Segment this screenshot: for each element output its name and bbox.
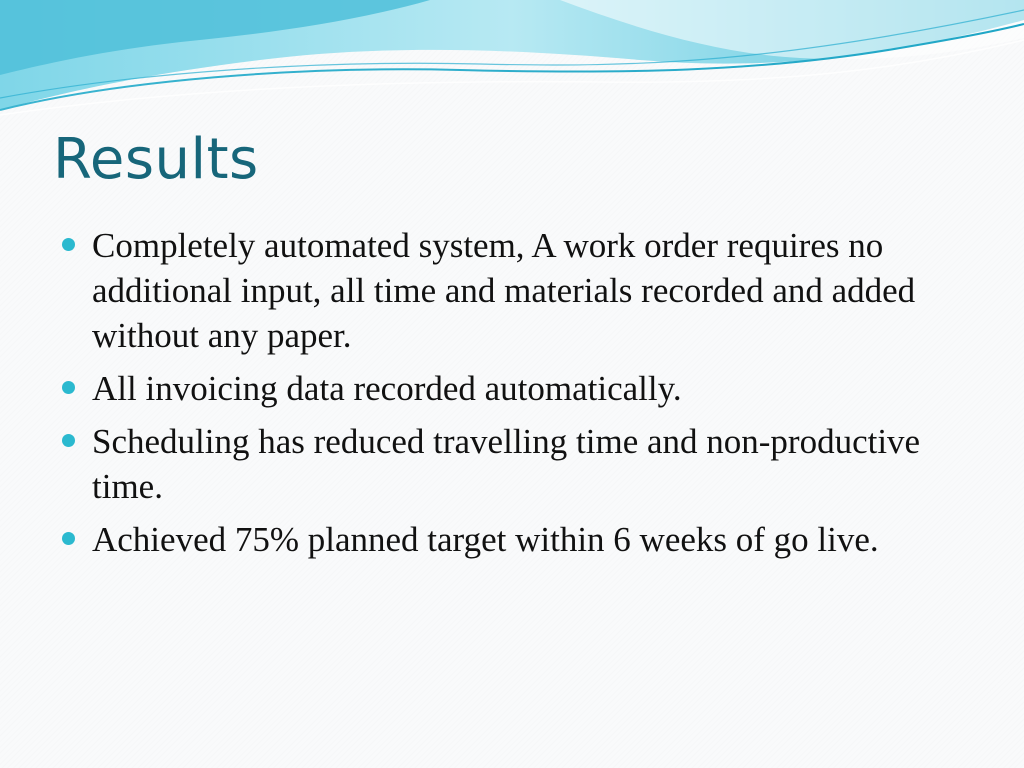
bullet-text: Scheduling has reduced travelling time and non-productive time. <box>92 422 921 506</box>
bullet-dot-icon <box>62 434 75 447</box>
bullet-item <box>62 517 962 562</box>
header-wave-decoration <box>0 0 1024 120</box>
bullet-list <box>62 223 962 570</box>
bullet-text: Achieved 75% planned target within 6 weeks of go live. <box>92 520 879 559</box>
bullet-dot-icon <box>62 238 75 251</box>
bullet-dot-icon <box>62 381 75 394</box>
bullet-item <box>62 419 962 509</box>
bullet-text: All invoicing data recorded automatically. <box>92 369 682 408</box>
bullet-text: Completely automated system, A work order requires no additional input, all time and materials recorded and added without any paper. <box>92 226 916 355</box>
bullet-item <box>62 366 962 411</box>
slide-title: Results <box>53 127 259 192</box>
bullet-dot-icon <box>62 532 75 545</box>
bullet-item <box>62 223 962 358</box>
